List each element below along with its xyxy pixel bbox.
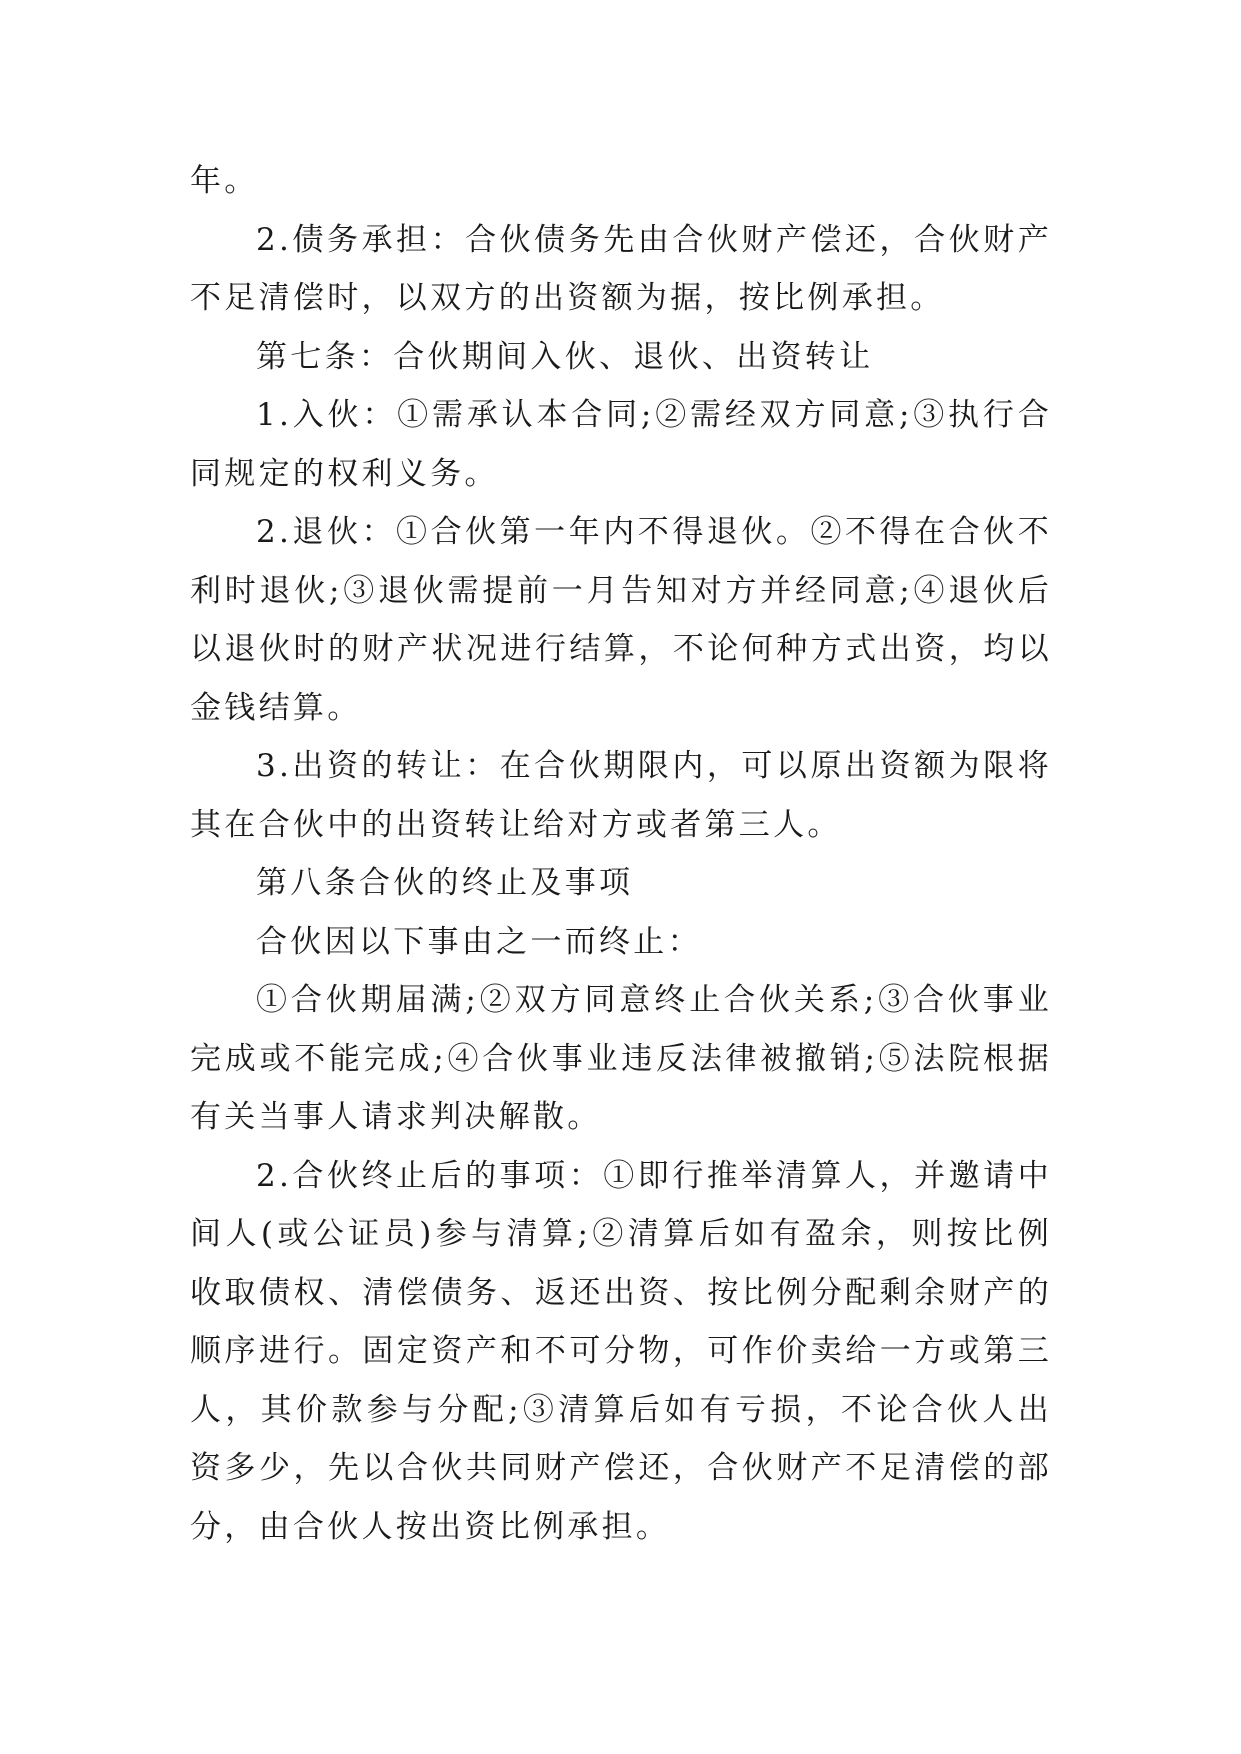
document-body [190, 152, 1052, 1556]
paragraph-termination-causes: ①合伙期届满;②双方同意终止合伙关系;③合伙事业完成或不能完成;④合伙事业违反法律被撤销;⑤法院根据有关当事人请求判决解散。 [190, 982, 1052, 1135]
paragraph-withdrawal: 2.退伙：①合伙第一年内不得退伙。②不得在合伙不利时退伙;③退伙需提前一月告知对方并经同意;④退伙后以退伙时的财产状况进行结算，不论何种方式出资，均以金钱结算。 [190, 514, 1052, 726]
paragraph-debt-liability: 2.债务承担：合伙债务先由合伙财产偿还，合伙财产不足清偿时，以双方的出资额为据，按比例承担。 [190, 221, 1052, 316]
paragraph-post-termination: 2.合伙终止后的事项：①即行推举清算人，并邀请中间人(或公证员)参与清算;②清算后如有盈余，则按比例收取债权、清偿债务、返还出资、按比例分配剩余财产的顺序进行。固定资产和不可分物，可作价卖给一方或第三人，其价款参与分配;③清算后如有亏损，不论合伙人出资多少，先以合伙共同财产偿还，合伙财产不足清偿的部分，由合伙人按出资比例承担。 [190, 1157, 1052, 1545]
paragraph-capital-transfer: 3.出资的转让：在合伙期限内，可以原出资额为限将其在合伙中的出资转让给对方或者第三人。 [190, 748, 1052, 843]
article-seven-heading: 第七条：合伙期间入伙、退伙、出资转让 [256, 338, 874, 375]
paragraph-continuation: 年。 [190, 163, 259, 199]
paragraph-admission: 1.入伙：①需承认本合同;②需经双方同意;③执行合同规定的权利义务。 [190, 397, 1052, 492]
paragraph-termination-intro: 合伙因以下事由之一而终止： [256, 923, 702, 960]
article-eight-heading: 第八条合伙的终止及事项 [256, 865, 634, 901]
